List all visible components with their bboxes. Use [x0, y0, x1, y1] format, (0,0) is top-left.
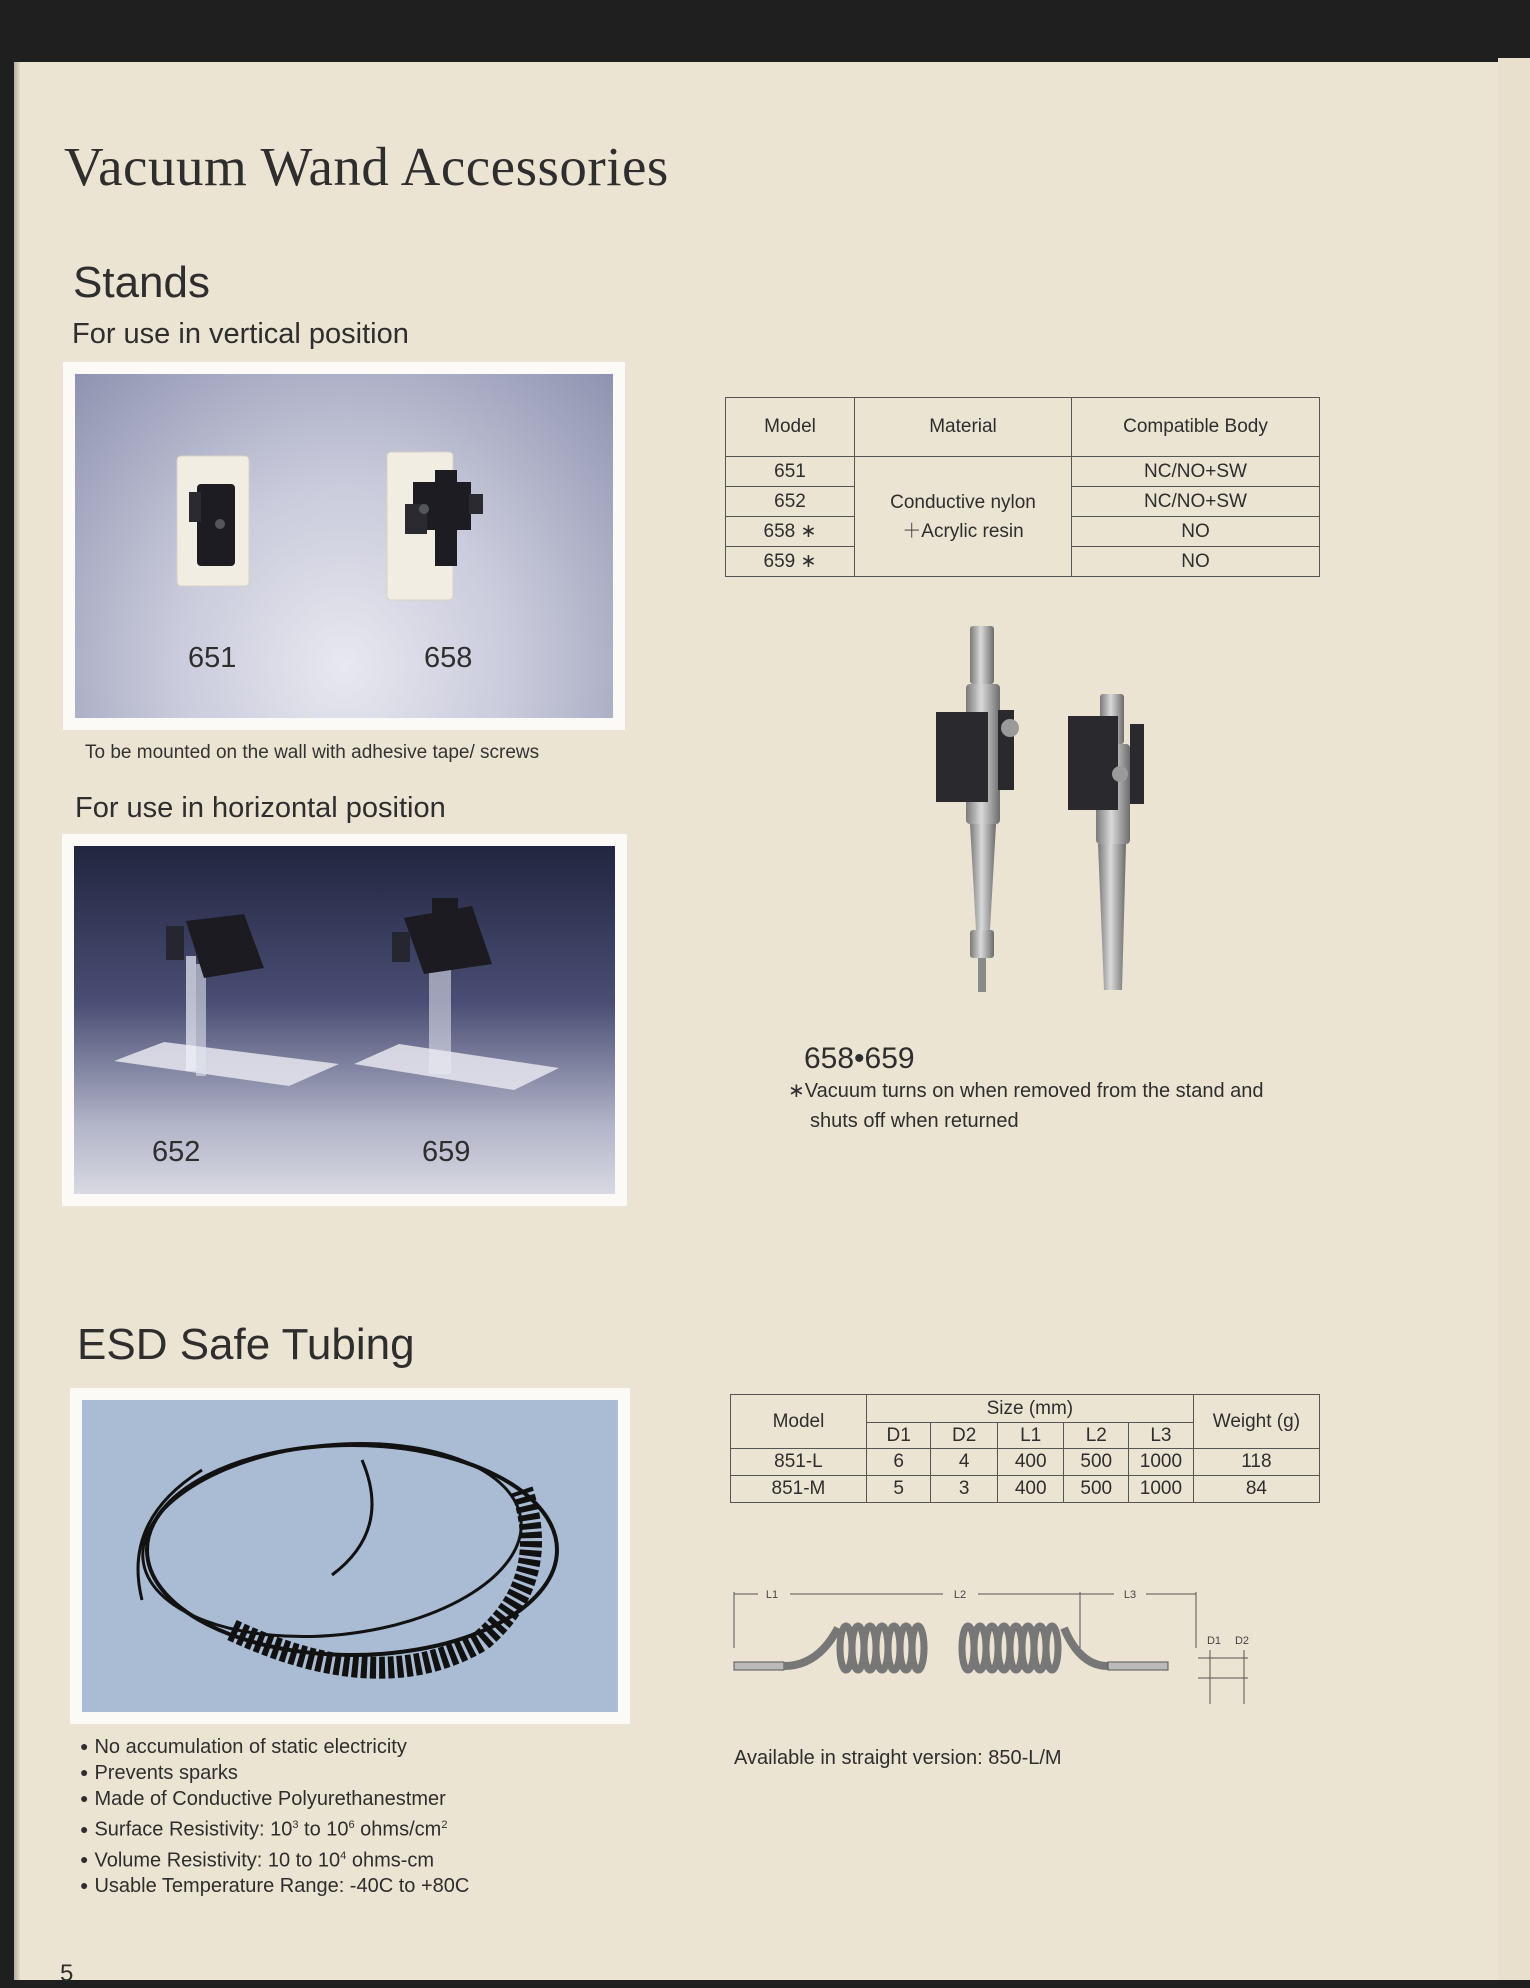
- feature-text: ohms/cm: [354, 1818, 442, 1841]
- stand-label-651: 651: [188, 642, 237, 674]
- dim-label-d2: D2: [1234, 1635, 1250, 1647]
- feature-text: ohms-cm: [346, 1849, 435, 1872]
- wand-note: [788, 1076, 1264, 1136]
- table-cell-model: 851-L: [731, 1449, 867, 1476]
- dim-label-l2: L2: [953, 1589, 967, 1601]
- table-header-model: Model: [731, 1395, 867, 1449]
- table-cell-d1: 6: [866, 1449, 931, 1476]
- tubing-photo: [82, 1400, 618, 1712]
- straight-version-note: Available in straight version: 850-L/M: [734, 1747, 1062, 1769]
- feature-item: [80, 1761, 469, 1787]
- stand-label-652: 652: [152, 1136, 201, 1168]
- vertical-stands-illustration: [75, 374, 613, 718]
- feature-item: [80, 1787, 469, 1813]
- vertical-caption: To be mounted on the wall with adhesive tape/ screws: [85, 742, 540, 763]
- superscript: 2: [441, 1819, 448, 1831]
- vertical-stands-photo-frame: [63, 362, 625, 730]
- table-header-compatible-body: Compatible Body: [1072, 398, 1320, 457]
- facing-page-edge: [1498, 58, 1530, 1980]
- table-cell-l1: 400: [997, 1449, 1064, 1476]
- table-cell-d2: 3: [931, 1476, 997, 1503]
- table-cell-body: NO: [1072, 517, 1320, 547]
- feature-text: Made of Conductive Polyurethanestmer: [94, 1788, 446, 1810]
- dim-label-l3: L3: [1123, 1589, 1137, 1601]
- table-header-l2: L2: [1064, 1423, 1129, 1449]
- table-row: [731, 1476, 1320, 1503]
- superscript: 6: [348, 1819, 355, 1831]
- table-header-weight: Weight (g): [1193, 1395, 1319, 1449]
- superscript: 3: [292, 1819, 299, 1831]
- feature-item: [80, 1874, 469, 1900]
- page-spine-shadow: [14, 62, 20, 1980]
- table-cell-weight: 118: [1193, 1449, 1319, 1476]
- stand-label-658: 658: [424, 642, 473, 674]
- table-header-l3: L3: [1129, 1423, 1194, 1449]
- material-line-1: Conductive nylon: [890, 491, 1036, 513]
- table-cell-d1: 5: [866, 1476, 931, 1503]
- wand-note-line-2: shuts off when returned: [810, 1110, 1019, 1132]
- table-cell-body: NC/NO+SW: [1072, 487, 1320, 517]
- vertical-stands-photo: [75, 374, 613, 718]
- horizontal-heading: For use in horizontal position: [75, 792, 446, 824]
- material-line-2: ＋Acrylic resin: [902, 520, 1024, 542]
- wand-note-line-1: ∗Vacuum turns on when removed from the stand and: [788, 1080, 1264, 1102]
- feature-text: Prevents sparks: [94, 1762, 238, 1784]
- feature-text: to 10: [298, 1818, 349, 1841]
- table-cell-l3: 1000: [1129, 1449, 1194, 1476]
- feature-text: Volume Resistivity: 10 to 10: [94, 1849, 341, 1872]
- feature-text: Surface Resistivity: 10: [94, 1818, 293, 1841]
- table-header-l1: L1: [997, 1423, 1064, 1449]
- table-cell-weight: 84: [1193, 1476, 1319, 1503]
- table-cell-l1: 400: [997, 1476, 1064, 1503]
- table-cell-material: [855, 457, 1072, 577]
- vacuum-wand-illustration: [920, 620, 1170, 1000]
- horizontal-stands-photo: [74, 846, 615, 1194]
- table-cell-model: 658 ∗: [726, 517, 855, 547]
- stands-heading: Stands: [73, 258, 210, 307]
- table-cell-d2: 4: [931, 1449, 997, 1476]
- table-header-d1: D1: [866, 1423, 931, 1449]
- table-cell-model: 659 ∗: [726, 547, 855, 577]
- feature-item: [80, 1735, 469, 1761]
- tubing-spec-table: [730, 1394, 1320, 1503]
- table-header-d2: D2: [931, 1423, 997, 1449]
- vertical-heading: For use in vertical position: [72, 318, 409, 350]
- tubing-heading: ESD Safe Tubing: [77, 1320, 415, 1369]
- table-header-size: Size (mm): [866, 1395, 1193, 1423]
- superscript: 4: [340, 1849, 347, 1862]
- tubing-photo-frame: [70, 1388, 630, 1724]
- horizontal-stands-photo-frame: [62, 834, 627, 1206]
- wand-model-label: 658•659: [804, 1042, 915, 1075]
- page-title: Vacuum Wand Accessories: [64, 136, 669, 197]
- tubing-features-list: [80, 1735, 469, 1900]
- table-cell-model: 651: [726, 457, 855, 487]
- feature-item: [80, 1813, 469, 1844]
- page-number: 5: [60, 1960, 74, 1987]
- table-cell-l2: 500: [1064, 1476, 1129, 1503]
- table-row: [731, 1449, 1320, 1476]
- tubing-dimension-diagram: [728, 1578, 1258, 1708]
- table-cell-model: 851-M: [731, 1476, 867, 1503]
- table-cell-body: NC/NO+SW: [1072, 457, 1320, 487]
- feature-text: No accumulation of static electricity: [94, 1736, 407, 1758]
- table-cell-body: NO: [1072, 547, 1320, 577]
- feature-item: [80, 1844, 469, 1875]
- stands-spec-table: [725, 397, 1320, 577]
- table-cell-l2: 500: [1064, 1449, 1129, 1476]
- coiled-tubing-illustration: [82, 1400, 618, 1712]
- feature-text: Usable Temperature Range: -40C to +80C: [94, 1875, 470, 1898]
- table-cell-model: 652: [726, 487, 855, 517]
- table-header-model: Model: [726, 398, 855, 457]
- table-header-material: Material: [855, 398, 1072, 457]
- dim-label-d1: D1: [1206, 1635, 1222, 1647]
- dim-label-l1: L1: [765, 1589, 779, 1601]
- table-cell-l3: 1000: [1129, 1476, 1194, 1503]
- stand-label-659: 659: [422, 1136, 471, 1168]
